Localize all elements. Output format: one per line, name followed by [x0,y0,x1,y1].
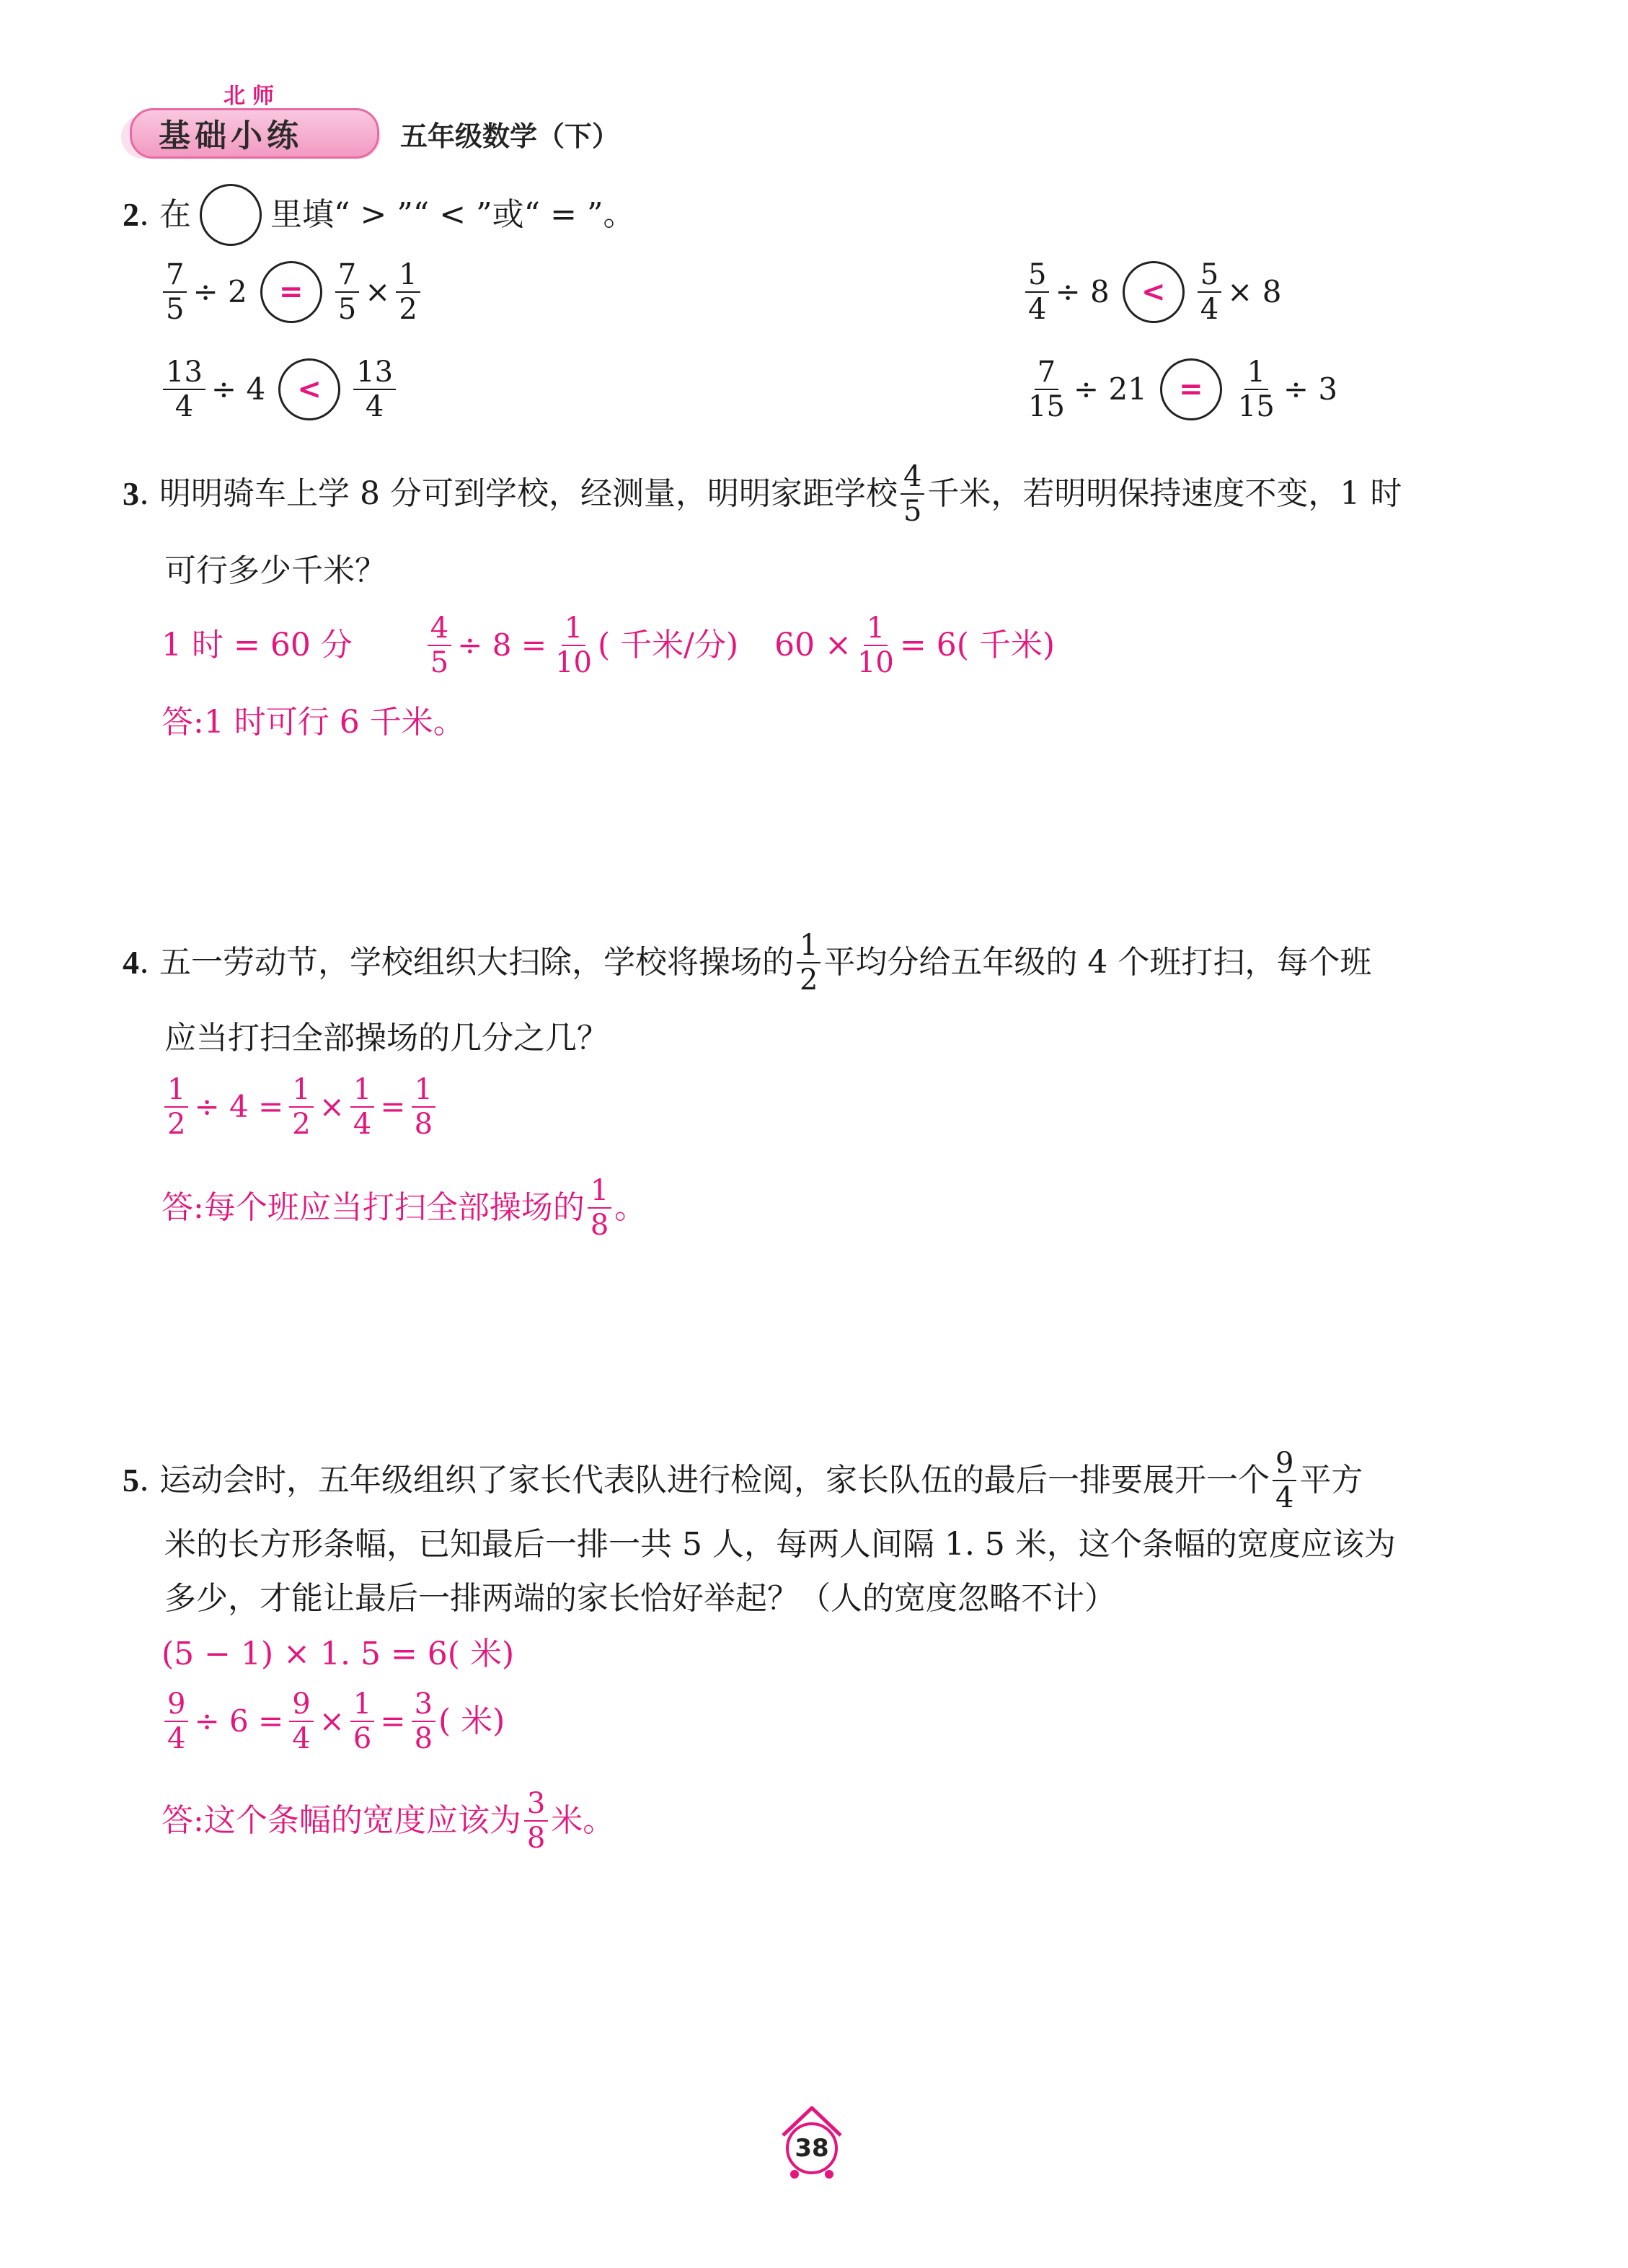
fraction: $\frac{7}{5}$ [335,260,359,325]
q2-item-1: $\frac{7}{5}$ ÷ 2 = $\frac{7}{5}$ × $\frac{1}{2}$ [160,260,423,325]
q2-number: 2 [123,196,139,233]
q5-text-line2: 米的长方形条幅，已知最后一排一共 5 人，每两人间隔 1. 5 米，这个条幅的宽度应该为 [164,1526,1396,1563]
q3-text-line1: 3 . 明明骑车上学 8 分可到学校，经测量，明明家距学校 $\frac{4}{5}$ 千米，若明明保持速度不变，1 时 [123,460,1402,528]
fraction: $\frac{7}{5}$ [163,260,187,325]
q3-answer: 答:1 时可行 6 千米。 [162,704,465,741]
q4-solution: $\frac{1}{2}$ ÷ 4 = $\frac{1}{2}$ × $\frac{1}{4}$ = $\frac{1}{8}$ [162,1075,438,1139]
fraction: $\frac{1}{2}$ [396,260,420,325]
fraction: $\frac{1}{4}$ [350,1075,374,1139]
q2-item-3: $\frac{13}{4}$ ÷ 4 < $\frac{13}{4}$ [160,357,399,422]
q4-text-line1: 4 . 五一劳动节，学校组织大扫除，学校将操场的 $\frac{1}{2}$ 平均分给五年级的 4 个班打扫，每个班 [123,929,1372,997]
fraction: $\frac{1}{2}$ [797,930,820,995]
fraction: $\frac{9}{4}$ [289,1689,313,1754]
fraction: $\frac{1}{2}$ [164,1075,188,1139]
header-series-title: 基础小练 [159,118,303,154]
fraction: $\frac{1}{6}$ [350,1689,374,1754]
fraction: $\frac{5}{4}$ [1025,260,1049,325]
fraction: $\frac{1}{10}$ [555,612,592,679]
fraction: $\frac{3}{8}$ [412,1689,435,1754]
q3-solution: 1 时 = 60 分 $\frac{4}{5}$ ÷ 8 = $\frac{1}{10}$ ( 千米/分) 60 × $\frac{1}{10}$ = 6( 千米) [162,612,1056,679]
q5-text-line3: 多少，才能让最后一排两端的家长恰好举起？（人的宽度忽略不计） [164,1580,1116,1617]
q5-solution-1: (5 − 1) × 1. 5 = 6( 米) [162,1636,515,1672]
q2-prompt-a: . 在 [139,196,191,233]
fraction: $\frac{1}{10}$ [857,612,894,679]
fraction: $\frac{4}{5}$ [901,462,924,526]
answer-circle: = [260,261,322,323]
q4-number: 4 [123,944,139,981]
q5-answer: 答:这个条幅的宽度应该为 $\frac{3}{8}$ 米。 [162,1787,615,1855]
fraction: $\frac{1}{15}$ [1237,356,1275,423]
fraction: $\frac{13}{4}$ [353,357,396,422]
answer-circle: < [278,358,340,420]
q2-prompt [123,184,634,246]
q4-text-line2: 应当打扫全部操场的几分之几？ [164,1020,609,1056]
q3-text-line2: 可行多少千米？ [164,552,386,589]
q2-prompt-b: 里填“ > ”“ < ”或“ = ”。 [270,196,635,233]
fraction: $\frac{4}{5}$ [428,613,451,678]
fraction: $\frac{1}{8}$ [588,1175,611,1240]
q5-solution-2: $\frac{9}{4}$ ÷ 6 = $\frac{9}{4}$ × $\frac{1}{6}$ = $\frac{3}{8}$ ( 米) [162,1689,505,1754]
q2-item-2: $\frac{5}{4}$ ÷ 8 < $\frac{5}{4}$ × 8 [1022,260,1284,325]
fraction: $\frac{1}{8}$ [412,1075,435,1139]
fraction: $\frac{1}{2}$ [289,1075,313,1139]
fraction: $\frac{13}{4}$ [163,357,205,422]
fraction: $\frac{3}{8}$ [524,1788,548,1853]
q5-text-line1: 5 . 运动会时，五年级组织了家长代表队进行检阅，家长队伍的最后一排要展开一个 $\frac{9}{4}$ 平方 [123,1447,1363,1514]
fraction: $\frac{9}{4}$ [1273,1448,1296,1513]
page-number-badge [777,2102,849,2181]
header-grade: 五年级数学（下） [400,120,620,152]
fraction: $\frac{9}{4}$ [164,1689,188,1754]
q3-number: 3 [123,475,139,512]
answer-circle: < [1123,261,1185,323]
header-publisher: 北师 [224,84,281,109]
q2-item-4: $\frac{7}{15}$ ÷ 21 = $\frac{1}{15}$ ÷ 3 [1022,357,1340,422]
q4-answer: 答:每个班应当打扫全部操场的 $\frac{1}{8}$ 。 [162,1174,647,1242]
blank-circle-icon [200,184,262,246]
q5-number: 5 [123,1462,139,1499]
answer-circle: = [1160,358,1222,420]
fraction: $\frac{7}{15}$ [1028,356,1065,423]
page-number: 38 [786,2122,838,2174]
fraction: $\frac{5}{4}$ [1198,260,1221,325]
